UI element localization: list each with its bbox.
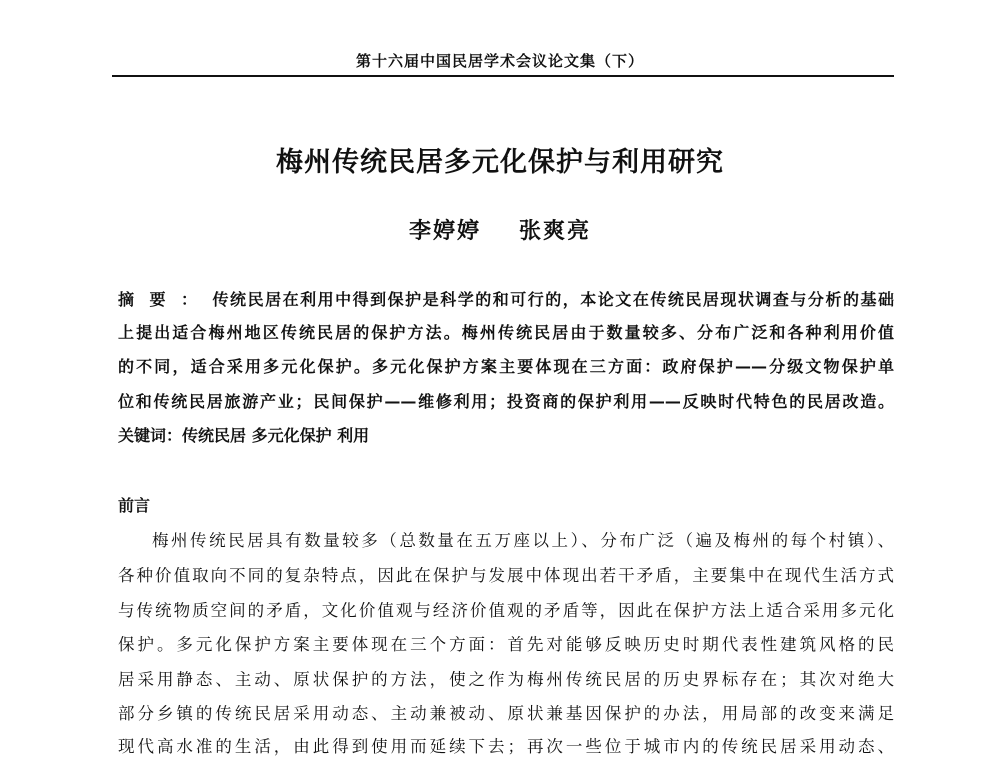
body-text-line: 梅州传统民居具有数量较多（总数量在五万座以上）、分布广泛（遍及梅州的每个村镇）、 [152,531,894,550]
body-text-line: 部分乡镇的传统民居采用动态、主动兼被动、原状兼基因保护的办法，用局部的改变来满足 [118,704,894,723]
abstract-line: 的不同，适合采用多元化保护。多元化保护方案主要体现在三方面：政府保护——分级文物保护单 [118,357,894,376]
running-header: 第十六届中国民居学术会议论文集（下） [355,52,644,70]
paper-title: 梅州传统民居多元化保护与利用研究 [276,147,724,178]
abstract-line: 上提出适合梅州地区传统民居的保护方法。梅州传统民居由于数量较多、分布广泛和各种利用价值 [118,323,894,342]
body-text-line: 现代高水准的生活，由此得到使用而延续下去；再次一些位于城市内的传统民居采用动态、 [118,737,894,756]
author-name: 李婷婷 [408,218,481,244]
body-text-line: 保护。多元化保护方案主要体现在三个方面：首先对能够反映历史时期代表性建筑风格的民 [118,635,894,654]
body-text-line: 居采用静态、主动、原状保护的方法，使之作为梅州传统民居的历史界标存在；其次对绝大 [118,670,894,689]
body-text-line: 与传统物质空间的矛盾，文化价值观与经济价值观的矛盾等，因此在保护方法上适合采用多元化 [118,601,894,620]
section-heading: 前言 [118,496,151,515]
abstract-label: 摘要： [118,290,213,309]
body-text-line: 各种价值取向不同的复杂特点，因此在保护与发展中体现出若干矛盾，主要集中在现代生活方式 [118,566,894,585]
keywords-line: 关键词：传统民居 多元化保护 利用 [118,426,370,445]
abstract-line [118,290,894,310]
author-list [0,214,1000,245]
header-rule [112,75,894,77]
abstract-line: 位和传统民居旅游产业；民间保护——维修利用；投资商的保护利用——反映时代特色的民居改造。 [118,392,894,411]
abstract-text: 传统民居在利用中得到保护是科学的和可行的，本论文在传统民居现状调查与分析的基础 [212,290,894,309]
author-name: 张爽亮 [519,218,592,244]
